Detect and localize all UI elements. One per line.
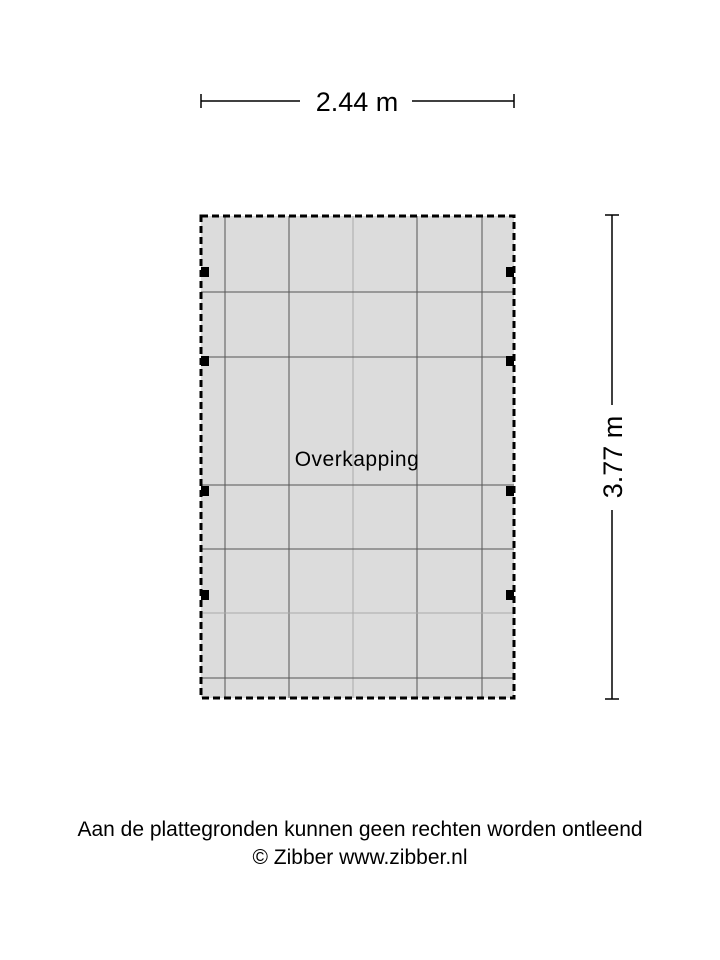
post <box>506 486 514 496</box>
height-dimension <box>598 215 628 699</box>
post <box>201 267 209 277</box>
post <box>201 356 209 366</box>
width-dimension <box>201 87 514 117</box>
post <box>506 590 514 600</box>
copyright-text: © Zibber www.zibber.nl <box>252 846 468 869</box>
width-label: 2.44 m <box>315 87 399 117</box>
disclaimer-text: Aan de plattegronden kunnen geen rechten worden ontleend <box>77 818 643 841</box>
post <box>506 267 514 277</box>
room-label: Overkapping <box>294 448 420 471</box>
post <box>201 486 209 496</box>
post <box>201 590 209 600</box>
post <box>506 356 514 366</box>
height-label: 3.77 m <box>598 415 628 499</box>
